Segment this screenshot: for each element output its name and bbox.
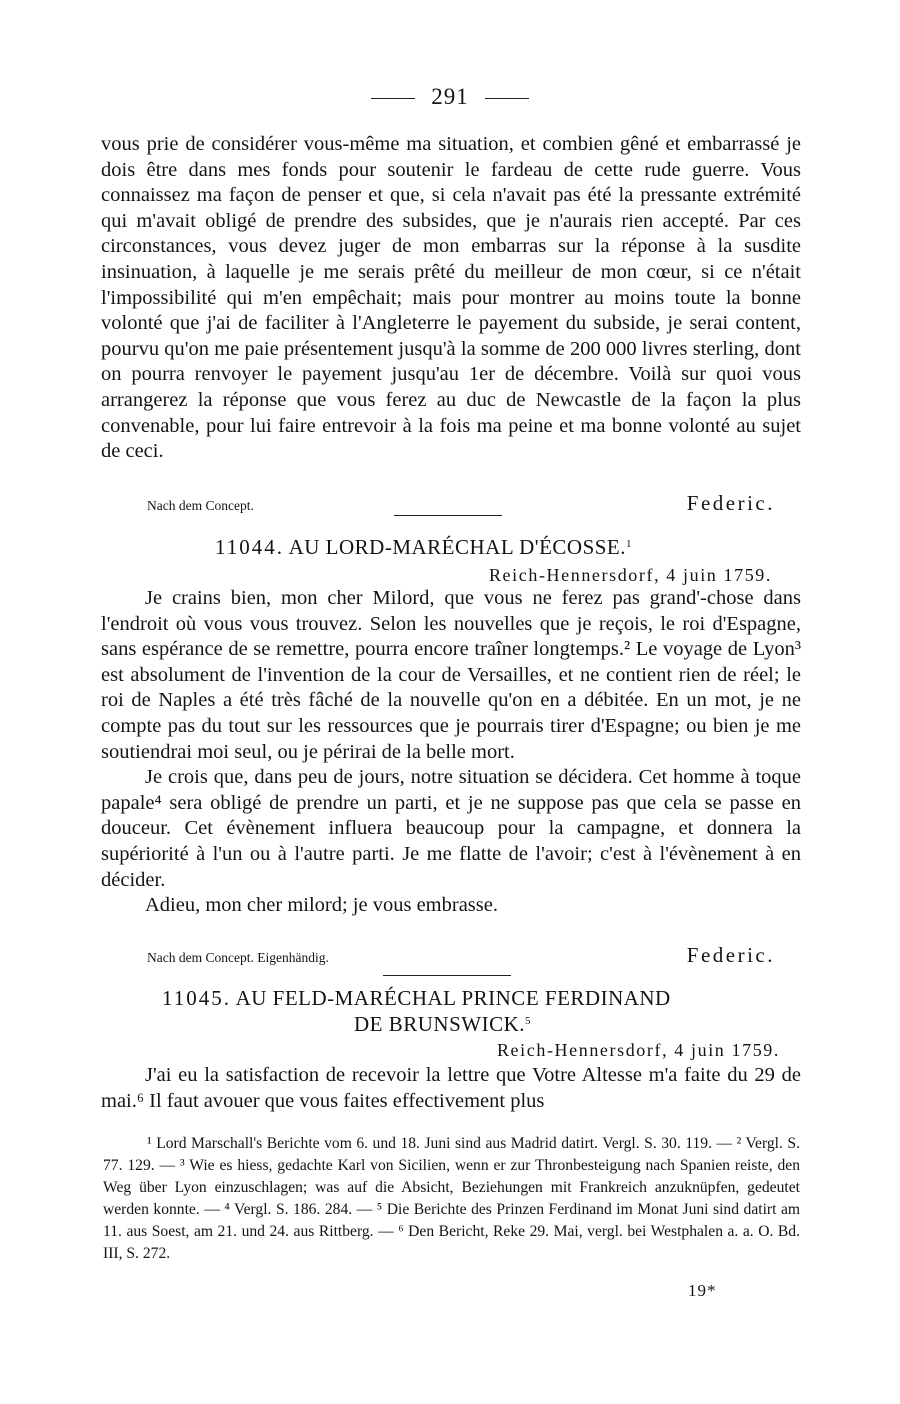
signature: Federic. [686, 943, 775, 967]
letter-continuation-text [101, 132, 801, 465]
page-header [0, 84, 900, 110]
paragraph: Je crains bien, mon cher Milord, que vous ne ferez pas grand'-chose dans l'endroit où vous vous trouvez. Selon les nouvelles que je reçois, le roi d'Espagne, sans espérance de se remettre, pourra encore traîner longtemps.² Le voyage de Lyon³ est absolument de l'invention de la cour de Versailles, et ne contient rien de réel; le roi de Naples a été très fâché de la nouvelle qu'on en a débitée. En un mot, je ne compte pas du tout sur les ressources que je pourrais tirer d'Espagne; ou bien je me soutiendrai moi seul, ou je périrai de la belle mort. [101, 587, 801, 763]
footnotes [103, 1133, 800, 1265]
letter-11044-body [101, 586, 801, 919]
place-date: Reich-Hennersdorf, 4 juin 1759. [488, 565, 772, 585]
letter-heading-11044 [215, 535, 632, 560]
letter-title: AU LORD-MARÉCHAL D'ÉCOSSE. [288, 535, 627, 559]
signature-mark: 19* [688, 1281, 717, 1300]
letter-number: 11044. [215, 535, 284, 559]
letter-heading-11045 [162, 986, 671, 1011]
letter-title-line2: DE BRUNSWICK. [354, 1012, 526, 1036]
footnote-ref: 5 [525, 1015, 532, 1027]
letter-11045-body [101, 1063, 801, 1114]
footnotes-text: ¹ Lord Marschall's Berichte vom 6. und 18. Juni sind aus Madrid datirt. Vergl. S. 30. 119. — ² Vergl. S. 77. 129. — ³ Wie es hiess, gedachte Karl von Sicilien, wenn er zur Thronbesteigung nach Spanien reiste, den Weg über Lyon einzuschlagen; was auf die Absicht, Beziehungen mit Frankreich anzuknüpfen, gedeutet werden konnte. — ⁴ Vergl. S. 186. 284. — ⁵ Die Berichte des Prinzen Ferdinand im Monat Juni sind datirt am 11. aus Soest, am 21. und 24. aus Rittberg. — ⁶ Den Bericht, Reke 29. Mai, vergl. bei Westphalen a. a. O. Bd. III, S. 272. [103, 1135, 800, 1262]
source-note: Nach dem Concept. Eigenhändig. [147, 950, 329, 965]
header-dash-right [485, 98, 529, 99]
letter-heading-11045-line2 [354, 1012, 531, 1037]
signature-row-2 [147, 942, 775, 968]
footnote-ref: 1 [626, 538, 633, 550]
page-number: 291 [431, 84, 469, 109]
continuation-paragraph: vous prie de considérer vous-même ma situation, et combien gêné et embarrassé je dois être dans mes fonds pour soutenir le fardeau de cette rude guerre. Vous connaissez ma façon de penser et que, si cela n'avait pas été la pressante extrémité qui m'avait obligé de prendre des subsides, que je n'aurais rien accepté. Par ces circonstances, vous devez juger de mon embarras sur la réponse à la susdite insinuation, à laquelle je me serais prêté du meilleur de mon cœur, si ce n'était l'impossibilité qui m'en empêchait; mais pour montrer au moins toute la bonne volonté que j'ai de faciliter à l'Angleterre le payement du subside, je serai content, pourvu qu'on me paie présentement jusqu'à la somme de 200 000 livres sterling, dont on pourra renvoyer le payement jusqu'au 1er de décembre. Voilà sur quoi vous arrangerez la réponse que vous ferez au duc de Newcastle de la façon la plus convenable, pour lui faire entrevoir à la fois ma peine et ma bonne volonté au sujet de ceci. [101, 133, 801, 463]
header-dash-left [371, 98, 415, 99]
separator-rule [383, 975, 511, 976]
source-note: Nach dem Concept. [147, 498, 254, 513]
paragraph: Adieu, mon cher milord; je vous embrasse. [145, 894, 498, 917]
place-date: Reich-Hennersdorf, 4 juin 1759. [496, 1040, 780, 1060]
paragraph: J'ai eu la satisfaction de recevoir la lettre que Votre Altesse m'a faite du 29 de mai.⁶ Il faut avouer que vous faites effectivement plus [101, 1064, 801, 1112]
letter-number: 11045. [162, 986, 231, 1010]
paragraph: Je crois que, dans peu de jours, notre situation se décidera. Cet homme à toque papale⁴ sera obligé de prendre un parti, et je ne suppose pas que cela se passe en douceur. Cet évènement influera beaucoup pour la campagne, et donnera la supériorité à l'un ou à l'autre parti. Je me flatte de l'avoir; c'est à l'évènement à en décider. [101, 766, 801, 891]
separator-rule [394, 515, 502, 516]
letter-title-line1: AU FELD-MARÉCHAL PRINCE FERDINAND [235, 986, 671, 1010]
signature: Federic. [686, 491, 775, 515]
signature-row-1 [147, 490, 775, 516]
